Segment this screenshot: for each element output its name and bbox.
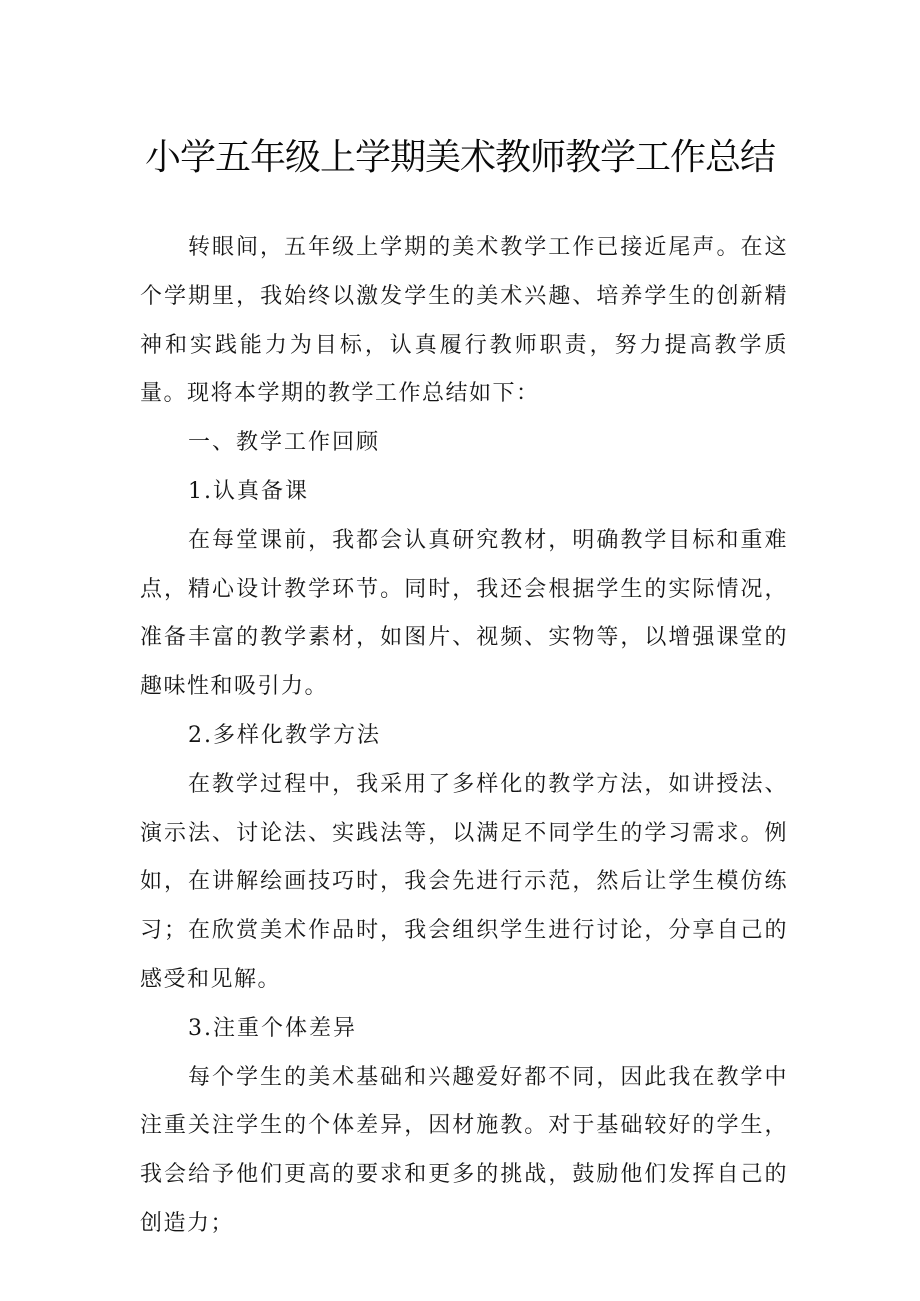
item-heading-1: 1.认真备课 xyxy=(188,478,309,504)
item-heading-2: 2.多样化教学方法 xyxy=(188,722,381,748)
document-title: 小学五年级上学期美术教师教学工作总结 xyxy=(144,137,775,178)
item-paragraph-2: 在教学过程中，我采用了多样化的教学方法，如讲授法、演示法、讨论法、实践法等，以满足不同学生的学习需求。例如，在讲解绘画技巧时，我会先进行示范，然后让学生模仿练习；在欣赏美术作品时，我会组织学生进行讨论，分享自己的感受和见解。 xyxy=(140,771,788,992)
item-paragraph-1: 在每堂课前，我都会认真研究教材，明确教学目标和重难点，精心设计教学环节。同时，我还会根据学生的实际情况，准备丰富的教学素材，如图片、视频、实物等，以增强课堂的趣味性和吸引力。 xyxy=(140,527,788,700)
document-body xyxy=(140,224,788,1249)
item-heading-3: 3.注重个体差异 xyxy=(188,1015,357,1041)
intro-paragraph: 转眼间，五年级上学期的美术教学工作已接近尾声。在这个学期里，我始终以激发学生的美术兴趣、培养学生的创新精神和实践能力为目标，认真履行教师职责，努力提高教学质量。现将本学期的教学工作总结如下： xyxy=(140,235,788,407)
item-paragraph-3: 每个学生的美术基础和兴趣爱好都不同，因此我在教学中注重关注学生的个体差异，因材施教。对于基础较好的学生，我会给予他们更高的要求和更多的挑战，鼓励他们发挥自己的创造力； xyxy=(140,1064,788,1236)
section-heading: 一、教学工作回顾 xyxy=(188,430,381,456)
